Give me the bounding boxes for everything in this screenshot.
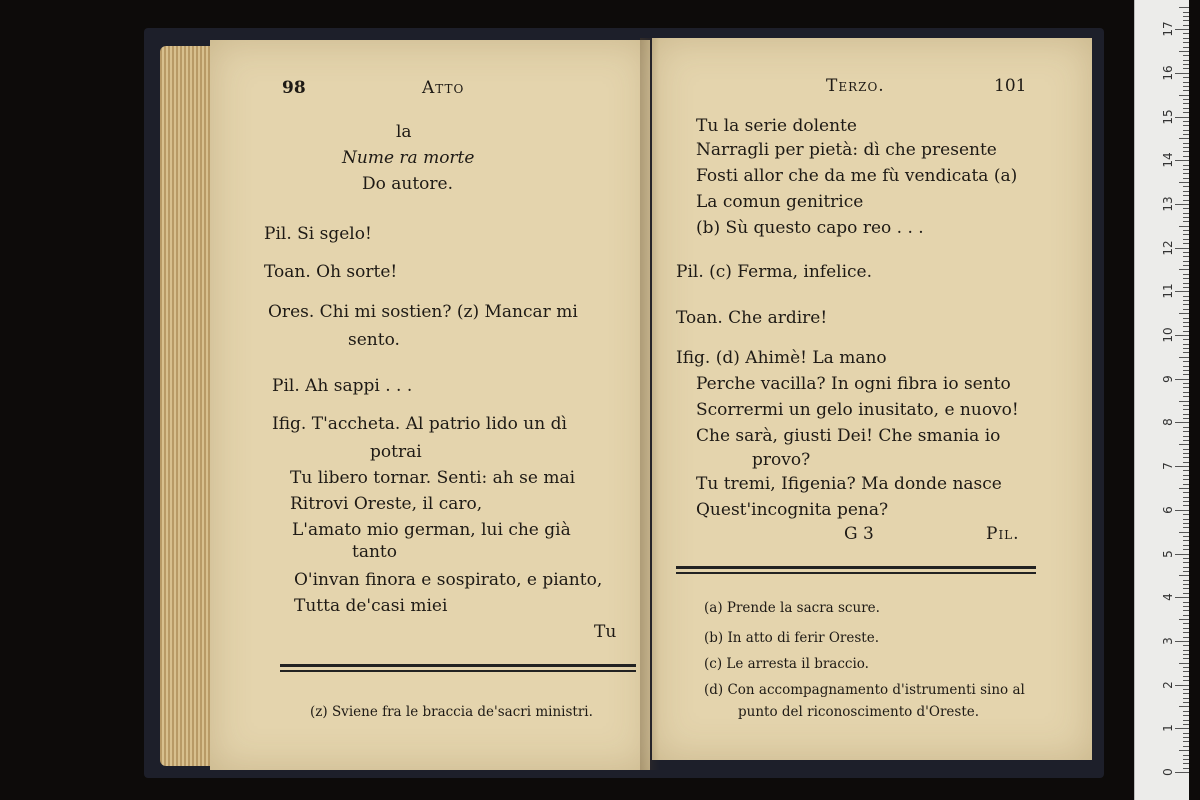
ruler-tick <box>1183 38 1189 39</box>
right-footnote: (b) In atto di ferir Oreste. <box>704 630 879 646</box>
ruler-tick <box>1183 208 1189 209</box>
ruler-tick <box>1183 221 1189 222</box>
ruler-tick <box>1179 138 1189 139</box>
ruler-tick <box>1183 77 1189 78</box>
ruler-tick <box>1179 663 1189 664</box>
ruler-tick <box>1183 606 1189 607</box>
ruler-tick <box>1183 602 1189 603</box>
left-line: Ores. Chi mi sostien? (z) Mancar mi <box>268 302 578 322</box>
ruler-number: 10 <box>1161 327 1175 343</box>
left-running-head: Atto <box>422 78 465 98</box>
right-line: Fosti allor che da me fù vendicata (a) <box>696 166 1018 186</box>
measuring-ruler <box>1134 0 1189 800</box>
ruler-tick <box>1175 510 1189 511</box>
ruler-tick <box>1183 693 1189 694</box>
ruler-tick <box>1183 462 1189 463</box>
ruler-tick <box>1183 676 1189 677</box>
ruler-tick <box>1183 588 1189 589</box>
ruler-tick <box>1183 200 1189 201</box>
ruler-number: 7 <box>1161 462 1175 470</box>
right-footnote: (a) Prende la sacra scure. <box>704 600 880 616</box>
ruler-number: 9 <box>1161 374 1175 383</box>
ruler-tick <box>1183 505 1189 506</box>
left-catchword: Tu <box>594 622 617 642</box>
ruler-tick <box>1175 160 1189 161</box>
ruler-tick <box>1183 387 1189 388</box>
ruler-tick <box>1183 658 1189 659</box>
left-line: Pil. Si sgelo! <box>264 224 372 244</box>
ruler-tick <box>1183 654 1189 655</box>
ruler-tick <box>1183 278 1189 279</box>
ruler-tick <box>1183 86 1189 87</box>
right-line: Che sarà, giusti Dei! Che smania io <box>696 426 1001 446</box>
left-line: Do autore. <box>362 174 454 194</box>
ruler-tick <box>1183 453 1189 454</box>
footnote-rule <box>280 664 636 667</box>
right-line: (b) Sù questo capo reo . . . <box>696 218 924 238</box>
ruler-number: 0 <box>1161 768 1175 776</box>
ruler-number: 8 <box>1161 418 1175 427</box>
ruler-number: 15 <box>1161 108 1175 125</box>
left-line: Pil. Ah sappi . . . <box>272 376 413 396</box>
ruler-tick <box>1183 33 1189 34</box>
ruler-number: 17 <box>1161 21 1175 37</box>
ruler-tick <box>1183 392 1189 393</box>
left-line: la <box>396 122 412 142</box>
left-line: Tu libero tornar. Senti: ah se mai <box>290 468 576 488</box>
right-page <box>652 38 1092 760</box>
ruler-tick <box>1183 768 1189 769</box>
ruler-tick <box>1183 724 1189 725</box>
right-line: Ifig. (d) Ahimè! La mano <box>676 348 887 368</box>
ruler-tick <box>1183 562 1189 563</box>
ruler-tick <box>1183 431 1189 432</box>
ruler-tick <box>1179 575 1189 576</box>
ruler-tick <box>1179 95 1189 96</box>
ruler-tick <box>1179 51 1189 52</box>
ruler-tick <box>1183 746 1189 747</box>
ruler-tick <box>1183 195 1189 196</box>
right-line: Perche vacilla? In ogni fibra io sento <box>696 374 1011 394</box>
ruler-tick <box>1183 217 1189 218</box>
ruler-tick <box>1183 60 1189 61</box>
ruler-tick <box>1175 728 1189 729</box>
left-line: Ifig. T'accheta. Al patrio lido un dì <box>272 414 567 434</box>
ruler-tick <box>1183 414 1189 415</box>
ruler-tick <box>1175 117 1189 118</box>
ruler-tick <box>1183 580 1189 581</box>
ruler-tick <box>1183 125 1189 126</box>
left-line: potrai <box>370 442 422 462</box>
ruler-tick <box>1183 615 1189 616</box>
ruler-tick <box>1175 291 1189 292</box>
ruler-number: 1 <box>1161 724 1175 733</box>
ruler-tick <box>1183 300 1189 301</box>
ruler-tick <box>1183 287 1189 288</box>
ruler-tick <box>1179 706 1189 707</box>
right-footnote: punto del riconoscimento d'Oreste. <box>738 704 980 720</box>
ruler-tick <box>1183 436 1189 437</box>
ruler-tick <box>1175 73 1189 74</box>
ruler-tick <box>1183 256 1189 257</box>
ruler-number: 4 <box>1161 593 1175 602</box>
ruler-tick <box>1183 405 1189 406</box>
ruler-number: 13 <box>1161 196 1175 212</box>
right-running-head: Terzo. <box>826 76 885 96</box>
right-line: Tu tremi, Ifigenia? Ma donde nasce <box>696 474 1002 494</box>
ruler-tick <box>1183 449 1189 450</box>
ruler-tick <box>1183 623 1189 624</box>
ruler-tick <box>1183 55 1189 56</box>
ruler-tick <box>1183 737 1189 738</box>
ruler-tick <box>1183 593 1189 594</box>
ruler-tick <box>1183 492 1189 493</box>
ruler-tick <box>1183 339 1189 340</box>
ruler-tick <box>1183 20 1189 21</box>
ruler-tick <box>1183 25 1189 26</box>
ruler-tick <box>1179 444 1189 445</box>
ruler-tick <box>1175 685 1189 686</box>
ruler-tick <box>1183 479 1189 480</box>
ruler-tick <box>1183 296 1189 297</box>
ruler-tick <box>1179 532 1189 533</box>
ruler-tick <box>1179 750 1189 751</box>
ruler-tick <box>1183 571 1189 572</box>
ruler-tick <box>1183 549 1189 550</box>
ruler-tick <box>1183 143 1189 144</box>
ruler-tick <box>1183 545 1189 546</box>
ruler-tick <box>1183 234 1189 235</box>
ruler-tick <box>1183 527 1189 528</box>
ruler-tick <box>1183 383 1189 384</box>
ruler-tick <box>1183 628 1189 629</box>
ruler-tick <box>1183 470 1189 471</box>
right-page-number: 101 <box>994 76 1027 96</box>
ruler-number: 14 <box>1161 152 1175 168</box>
left-footnote: (z) Sviene fra le braccia de'sacri ministri. <box>310 704 593 720</box>
ruler-tick <box>1183 12 1189 13</box>
ruler-tick <box>1183 645 1189 646</box>
ruler-tick <box>1183 16 1189 17</box>
ruler-tick <box>1183 103 1189 104</box>
ruler-tick <box>1175 641 1189 642</box>
ruler-tick <box>1183 763 1189 764</box>
ruler-tick <box>1175 335 1189 336</box>
ruler-tick <box>1183 361 1189 362</box>
ruler-number: 6 <box>1161 505 1175 514</box>
book-gutter <box>640 38 664 770</box>
ruler-tick <box>1179 313 1189 314</box>
right-line: Toan. Che ardire! <box>676 308 828 328</box>
ruler-tick <box>1183 733 1189 734</box>
ruler-tick <box>1183 243 1189 244</box>
ruler-tick <box>1183 667 1189 668</box>
ruler-number: 5 <box>1161 549 1175 558</box>
right-footnote: (d) Con accompagnamento d'istrumenti sino al <box>704 682 1025 698</box>
ruler-tick <box>1183 99 1189 100</box>
ruler-tick <box>1183 230 1189 231</box>
ruler-number: 12 <box>1161 239 1175 256</box>
ruler-tick <box>1183 178 1189 179</box>
ruler-tick <box>1179 488 1189 489</box>
ruler-tick <box>1183 680 1189 681</box>
right-line: Pil. (c) Ferma, infelice. <box>676 262 873 282</box>
ruler-tick <box>1183 90 1189 91</box>
ruler-tick <box>1175 204 1189 205</box>
ruler-tick <box>1179 357 1189 358</box>
ruler-tick <box>1183 147 1189 148</box>
left-line: O'invan finora e sospirato, e pianto, <box>294 570 603 590</box>
ruler-tick <box>1179 269 1189 270</box>
ruler-tick <box>1183 671 1189 672</box>
left-line: tanto <box>352 542 397 562</box>
ruler-tick <box>1175 772 1189 773</box>
left-line: Toan. Oh sorte! <box>264 262 398 282</box>
ruler-tick <box>1183 322 1189 323</box>
ruler-tick <box>1183 457 1189 458</box>
ruler-tick <box>1183 497 1189 498</box>
ruler-tick <box>1175 422 1189 423</box>
ruler-number: 3 <box>1161 637 1175 645</box>
ruler-tick <box>1183 702 1189 703</box>
ruler-tick <box>1179 619 1189 620</box>
ruler-tick <box>1183 326 1189 327</box>
ruler-tick <box>1183 82 1189 83</box>
ruler-tick <box>1183 165 1189 166</box>
ruler-tick <box>1183 741 1189 742</box>
ruler-tick <box>1183 584 1189 585</box>
ruler-tick <box>1175 248 1189 249</box>
left-line: L'amato mio german, lui che già <box>292 520 571 540</box>
right-catchword: Pil. <box>986 524 1020 544</box>
footnote-rule <box>676 566 1036 569</box>
ruler-tick <box>1183 121 1189 122</box>
ruler-tick <box>1183 108 1189 109</box>
ruler-tick <box>1179 401 1189 402</box>
right-line: Tu la serie dolente <box>696 116 857 136</box>
ruler-tick <box>1183 427 1189 428</box>
ruler-tick <box>1183 759 1189 760</box>
ruler-tick <box>1183 755 1189 756</box>
right-line: Narragli per pietà: dì che presente <box>696 140 997 160</box>
ruler-tick <box>1183 331 1189 332</box>
ruler-tick <box>1183 501 1189 502</box>
ruler-tick <box>1183 366 1189 367</box>
ruler-tick <box>1183 344 1189 345</box>
ruler-tick <box>1183 265 1189 266</box>
ruler-tick <box>1183 274 1189 275</box>
left-line: Tutta de'casi miei <box>294 596 448 616</box>
ruler-tick <box>1175 29 1189 30</box>
left-line: Ritrovi Oreste, il caro, <box>290 494 483 514</box>
ruler-tick <box>1183 68 1189 69</box>
ruler-tick <box>1183 130 1189 131</box>
ruler-tick <box>1175 597 1189 598</box>
ruler-tick <box>1183 42 1189 43</box>
ruler-tick <box>1183 261 1189 262</box>
ruler-tick <box>1183 715 1189 716</box>
ruler-tick <box>1175 554 1189 555</box>
ruler-tick <box>1183 304 1189 305</box>
ruler-tick <box>1183 650 1189 651</box>
ruler-tick <box>1183 151 1189 152</box>
ruler-tick <box>1183 418 1189 419</box>
ruler-tick <box>1183 519 1189 520</box>
ruler-tick <box>1183 352 1189 353</box>
ruler-tick <box>1183 156 1189 157</box>
ruler-number: 16 <box>1161 65 1175 81</box>
ruler-tick <box>1179 182 1189 183</box>
left-page <box>210 40 650 770</box>
ruler-tick <box>1183 567 1189 568</box>
ruler-tick <box>1183 637 1189 638</box>
right-footnote: (c) Le arresta il braccio. <box>704 656 869 672</box>
signature-mark: G 3 <box>844 524 874 544</box>
right-line: Scorrermi un gelo inusitato, e nuovo! <box>696 400 1019 420</box>
ruler-number: 2 <box>1161 680 1175 689</box>
ruler-tick <box>1183 440 1189 441</box>
ruler-tick <box>1183 514 1189 515</box>
ruler-tick <box>1183 252 1189 253</box>
ruler-tick <box>1183 348 1189 349</box>
ruler-tick <box>1183 134 1189 135</box>
ruler-tick <box>1183 409 1189 410</box>
ruler-tick <box>1183 169 1189 170</box>
ruler-tick <box>1183 523 1189 524</box>
footnote-rule <box>280 670 636 672</box>
ruler-tick <box>1183 173 1189 174</box>
ruler-tick <box>1183 689 1189 690</box>
ruler-tick <box>1179 7 1189 8</box>
ruler-tick <box>1183 540 1189 541</box>
ruler-tick <box>1183 558 1189 559</box>
ruler-tick <box>1183 370 1189 371</box>
left-line: Nume ra morte <box>342 148 475 168</box>
ruler-tick <box>1183 610 1189 611</box>
ruler-tick <box>1175 379 1189 380</box>
ruler-tick <box>1183 711 1189 712</box>
ruler-tick <box>1183 112 1189 113</box>
ruler-tick <box>1183 720 1189 721</box>
footnote-rule <box>676 572 1036 574</box>
ruler-tick <box>1183 47 1189 48</box>
ruler-tick <box>1183 318 1189 319</box>
right-line: Quest'incognita pena? <box>696 500 889 520</box>
left-line: sento. <box>348 330 400 350</box>
ruler-tick <box>1183 186 1189 187</box>
ruler-tick <box>1183 396 1189 397</box>
ruler-tick <box>1175 466 1189 467</box>
right-line: La comun genitrice <box>696 192 864 212</box>
ruler-tick <box>1183 536 1189 537</box>
ruler-tick <box>1183 64 1189 65</box>
ruler-tick <box>1183 475 1189 476</box>
ruler-tick <box>1183 213 1189 214</box>
ruler-tick <box>1183 484 1189 485</box>
right-line: provo? <box>752 450 811 470</box>
ruler-tick <box>1183 283 1189 284</box>
left-page-number: 98 <box>282 78 306 98</box>
ruler-tick <box>1183 632 1189 633</box>
ruler-tick <box>1183 698 1189 699</box>
ruler-tick <box>1183 309 1189 310</box>
ruler-tick <box>1183 191 1189 192</box>
ruler-number: 11 <box>1161 283 1175 299</box>
ruler-tick <box>1183 374 1189 375</box>
ruler-tick <box>1179 226 1189 227</box>
ruler-tick <box>1183 239 1189 240</box>
